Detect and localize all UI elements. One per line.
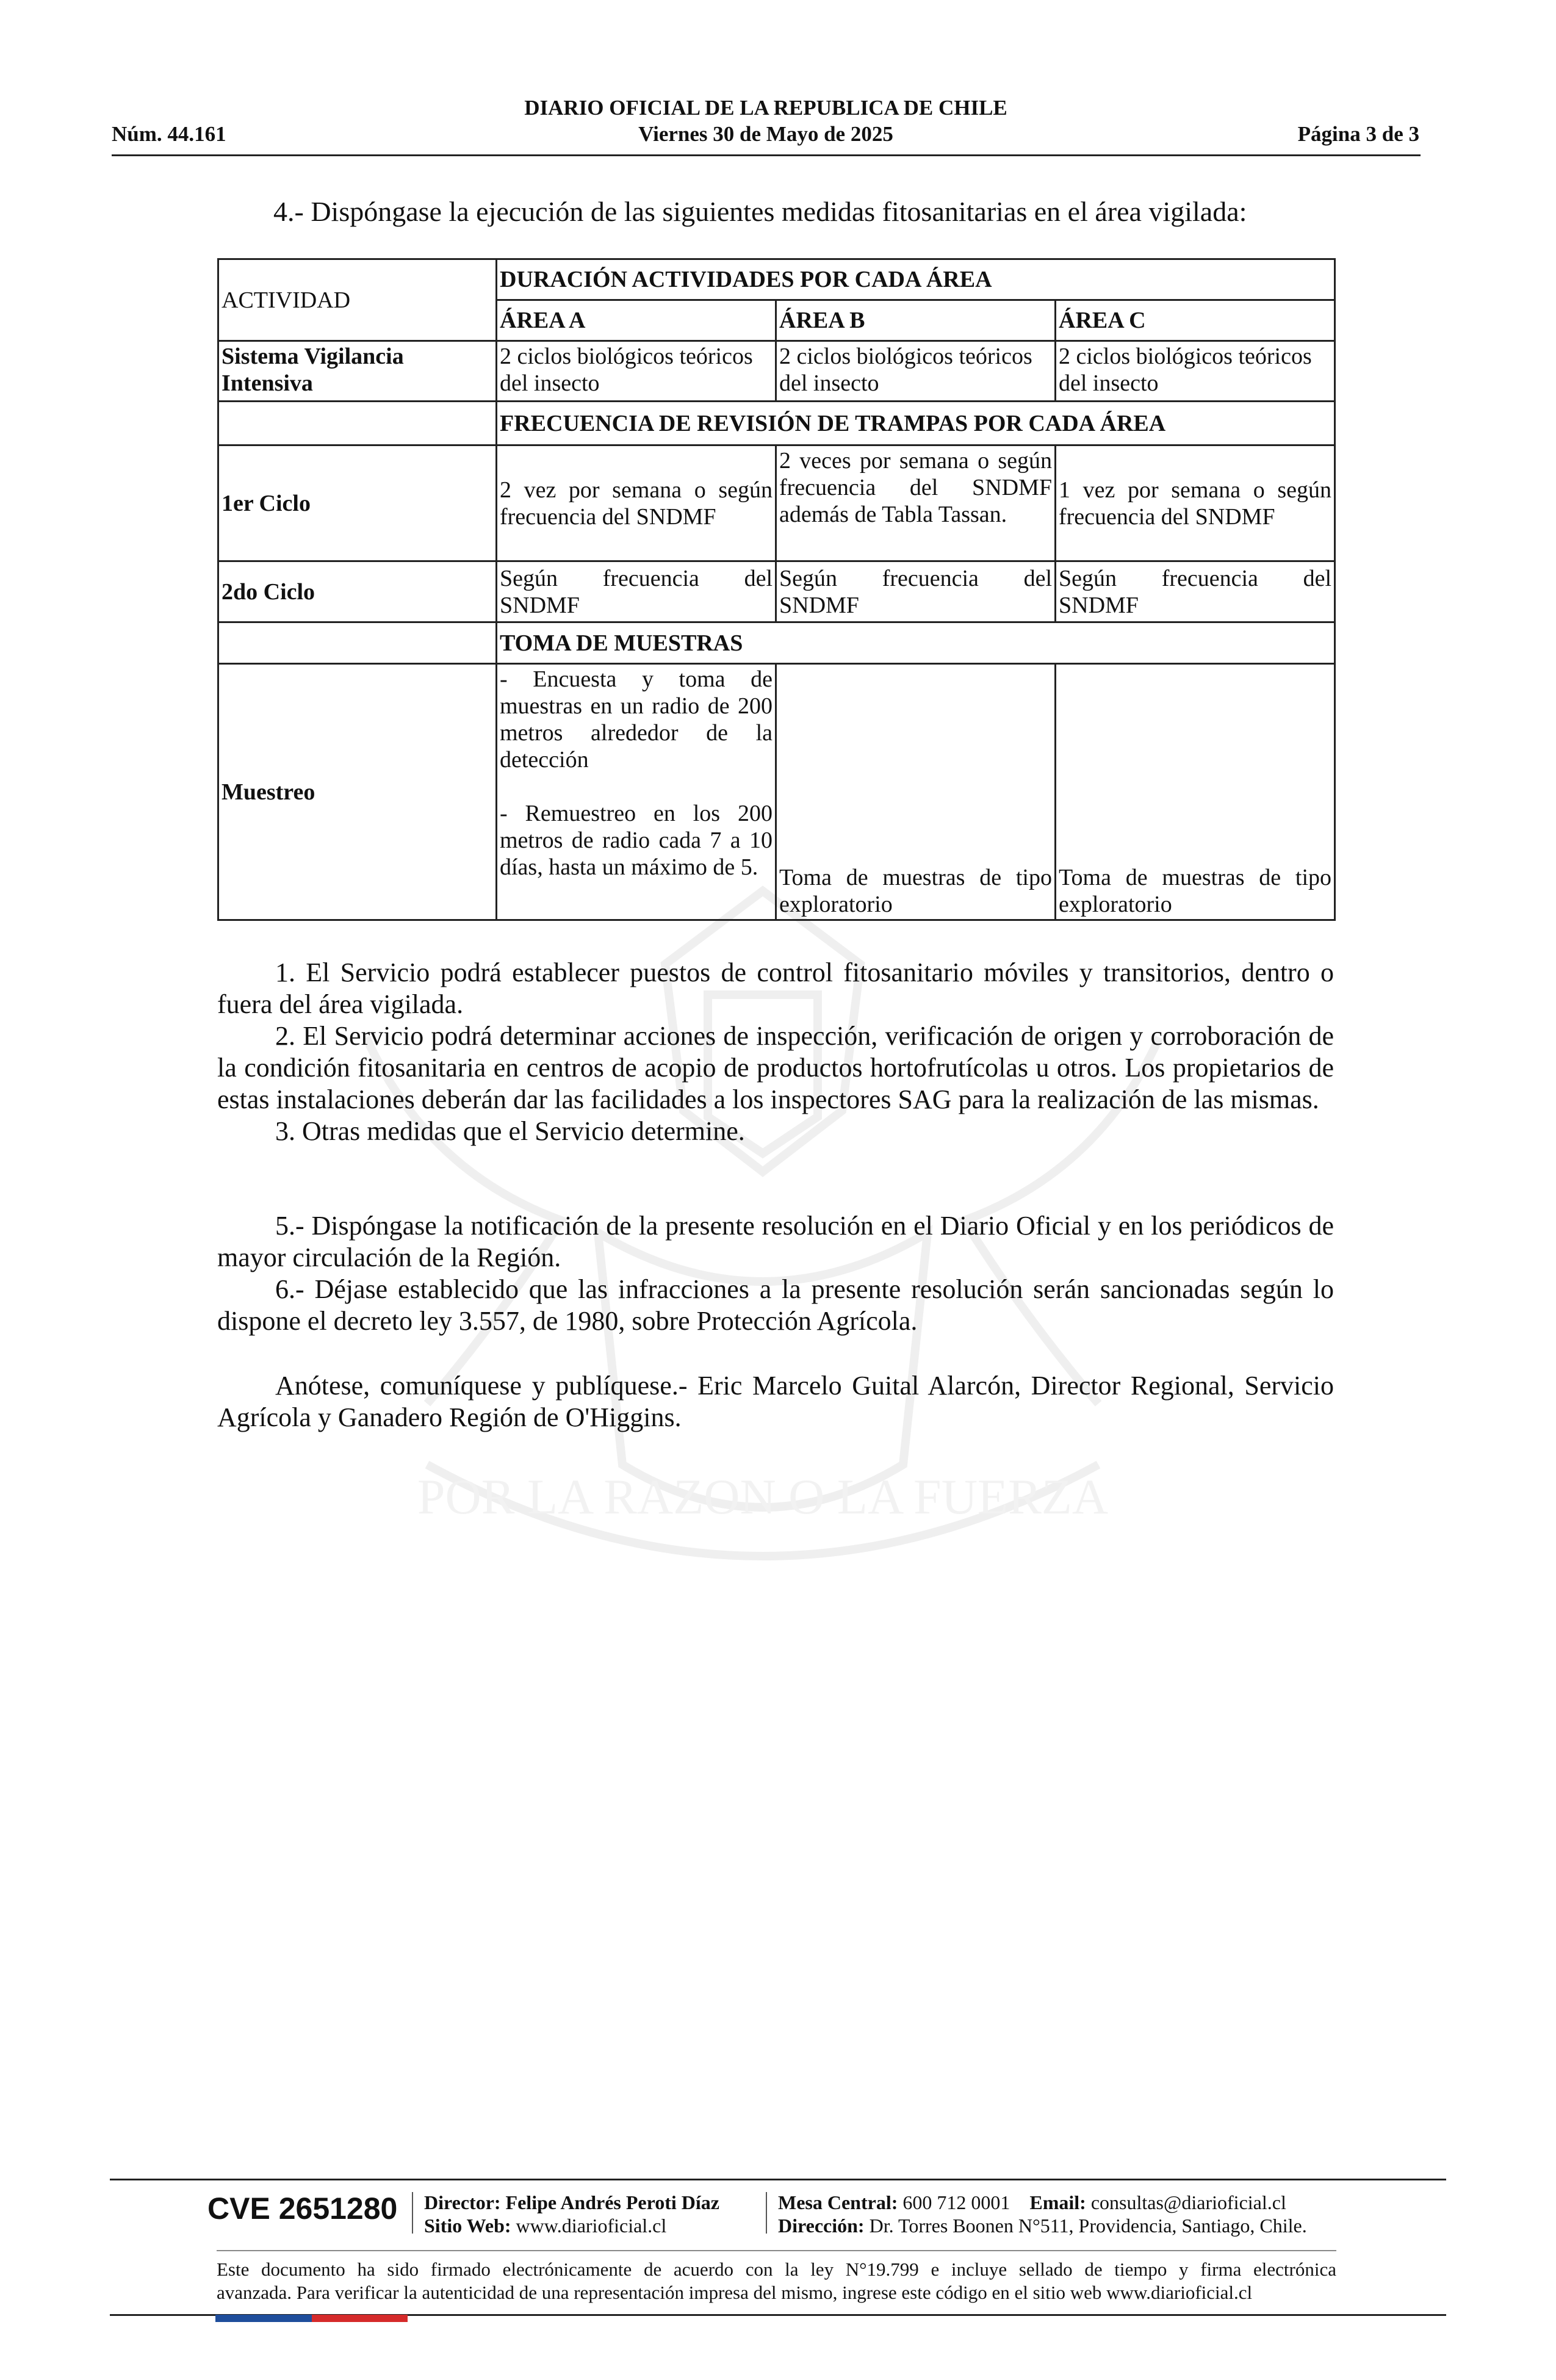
area-a-header: ÁREA A [497, 300, 776, 341]
measure-3: 3. Otras medidas que el Servicio determine. [275, 1116, 745, 1146]
flag-blue-segment [215, 2315, 312, 2322]
legal-line-2: avanzada. Para verificar la autenticidad de una representación impresa del mismo, ingrese este código en el sitio web www.diarioficial.cl [217, 2282, 1253, 2303]
issue-date: Viernes 30 de Mayo de 2025 [638, 122, 893, 146]
cell-ciclo2-b: Según frecuencia del SNDMF [776, 561, 1056, 622]
frequency-header-row [218, 402, 1335, 445]
site-label: Sitio Web: [424, 2215, 511, 2237]
watermark-motto: POR LA RAZON O LA FUERZA [417, 1469, 1109, 1524]
cell-vigilancia-c: 2 ciclos biológicos teóricos del insecto [1056, 341, 1335, 402]
duration-header: DURACIÓN ACTIVIDADES POR CADA ÁREA [497, 259, 1335, 300]
activity-header: ACTIVIDAD [218, 259, 497, 341]
footer-divider-thin [217, 2250, 1336, 2251]
table-row [218, 341, 1335, 402]
email-label: Email: [1029, 2191, 1086, 2213]
measures-list [217, 957, 1334, 1147]
cell-muestreo-a [497, 664, 776, 920]
footer-separator [766, 2192, 767, 2234]
cve-code: CVE 2651280 [207, 2191, 398, 2226]
cell-vigilancia-b: 2 ciclos biológicos teóricos del insecto [776, 341, 1056, 402]
email-link[interactable]: consultas@diarioficial.cl [1090, 2191, 1286, 2213]
cell-ciclo1-b: 2 veces por semana o según frecuencia del SNDMF además de Tabla Tassan. [776, 445, 1056, 561]
legal-line-1: Este documento ha sido firmado electrónicamente de acuerdo con la ley N°19.799 e incluye sellado de tiempo y firma electrónica [217, 2259, 1336, 2280]
newspaper-title: DIARIO OFICIAL DE LA REPUBLICA DE CHILE [524, 96, 1007, 120]
footer-director-block [424, 2191, 719, 2237]
footer-contact-block [778, 2191, 1307, 2237]
cell-muestreo-c: Toma de muestras de tipo exploratorio [1056, 664, 1335, 920]
director-name: Felipe Andrés Peroti Díaz [505, 2191, 719, 2213]
page-number: Página 3 de 3 [1297, 122, 1419, 146]
measure-1: 1. El Servicio podrá establecer puestos de control fitosanitario móviles y transitorios, dentro o fuera del área vigilada. [217, 957, 1334, 1019]
empty-cell [218, 402, 497, 445]
cell-ciclo2-c: Según frecuencia del SNDMF [1056, 561, 1335, 622]
articles-section [217, 1210, 1334, 1337]
row-label-ciclo1: 1er Ciclo [218, 445, 497, 561]
cell-vigilancia-a: 2 ciclos biológicos teóricos del insecto [497, 341, 776, 402]
row-label-ciclo2: 2do Ciclo [218, 561, 497, 622]
measure-2: 2. El Servicio podrá determinar acciones de inspección, verificación de origen y corroboración de la condición fitosanitaria en centros de acopio de productos hortofrutícolas u otros. Los propietarios de estas instalaciones deberán dar las facilidades a los inspectores SAG para la realización de las mismas. [217, 1021, 1334, 1114]
empty-cell [218, 622, 497, 664]
footer-separator [412, 2192, 413, 2234]
footer-divider-top [110, 2179, 1446, 2180]
area-b-header: ÁREA B [776, 300, 1056, 341]
legal-notice [217, 2258, 1336, 2304]
table-row [218, 664, 1335, 920]
article-4-intro: 4.- Dispóngase la ejecución de las siguientes medidas fitosanitarias en el área vigilada: [273, 196, 1247, 227]
row-label-vigilancia: Sistema Vigilancia Intensiva [218, 341, 497, 402]
table-row [218, 561, 1335, 622]
flag-color-bar [215, 2315, 408, 2322]
sampling-header-row [218, 622, 1335, 664]
site-link[interactable]: www.diarioficial.cl [516, 2215, 667, 2237]
mesa-phone: 600 712 0001 [902, 2191, 1010, 2213]
address-label: Dirección: [778, 2215, 865, 2237]
table-header-row [218, 259, 1335, 300]
closing-signature: Anótese, comuníquese y publíquese.- Eric Marcelo Guital Alarcón, Director Regional, Servicio Agrícola y Ganadero Región de O'Higgins. [217, 1371, 1334, 1432]
mesa-label: Mesa Central: [778, 2191, 898, 2213]
row-label-muestreo: Muestreo [218, 664, 497, 920]
article-6: 6.- Déjase establecido que las infracciones a la presente resolución serán sancionadas según lo dispone el decreto ley 3.557, de 1980, sobre Protección Agrícola. [217, 1274, 1334, 1336]
article-5: 5.- Dispóngase la notificación de la presente resolución en el Diario Oficial y en los periódicos de mayor circulación de la Región. [217, 1211, 1334, 1272]
director-label: Director: [424, 2191, 501, 2213]
issue-number: Núm. 44.161 [112, 122, 226, 146]
closing-section [217, 1370, 1334, 1433]
phytosanitary-measures-table [217, 258, 1336, 921]
sampling-item-2: - Remuestreo en los 200 metros de radio cada 7 a 10 días, hasta un máximo de 5. [500, 801, 773, 880]
flag-red-segment [312, 2315, 408, 2322]
header-divider [112, 154, 1421, 156]
cell-ciclo1-c: 1 vez por semana o según frecuencia del SNDMF [1056, 445, 1335, 561]
cell-ciclo1-a: 2 vez por semana o según frecuencia del SNDMF [497, 445, 776, 561]
address-value: Dr. Torres Boonen N°511, Providencia, Santiago, Chile. [869, 2215, 1307, 2237]
cell-muestreo-b: Toma de muestras de tipo exploratorio [776, 664, 1056, 920]
sampling-item-1: - Encuesta y toma de muestras en un radio de 200 metros alrededor de la detección [500, 666, 773, 773]
cell-ciclo2-a: Según frecuencia del SNDMF [497, 561, 776, 622]
area-c-header: ÁREA C [1056, 300, 1335, 341]
frequency-header: FRECUENCIA DE REVISIÓN DE TRAMPAS POR CADA ÁREA [497, 402, 1335, 445]
table-row [218, 445, 1335, 561]
sampling-header: TOMA DE MUESTRAS [497, 622, 1335, 664]
